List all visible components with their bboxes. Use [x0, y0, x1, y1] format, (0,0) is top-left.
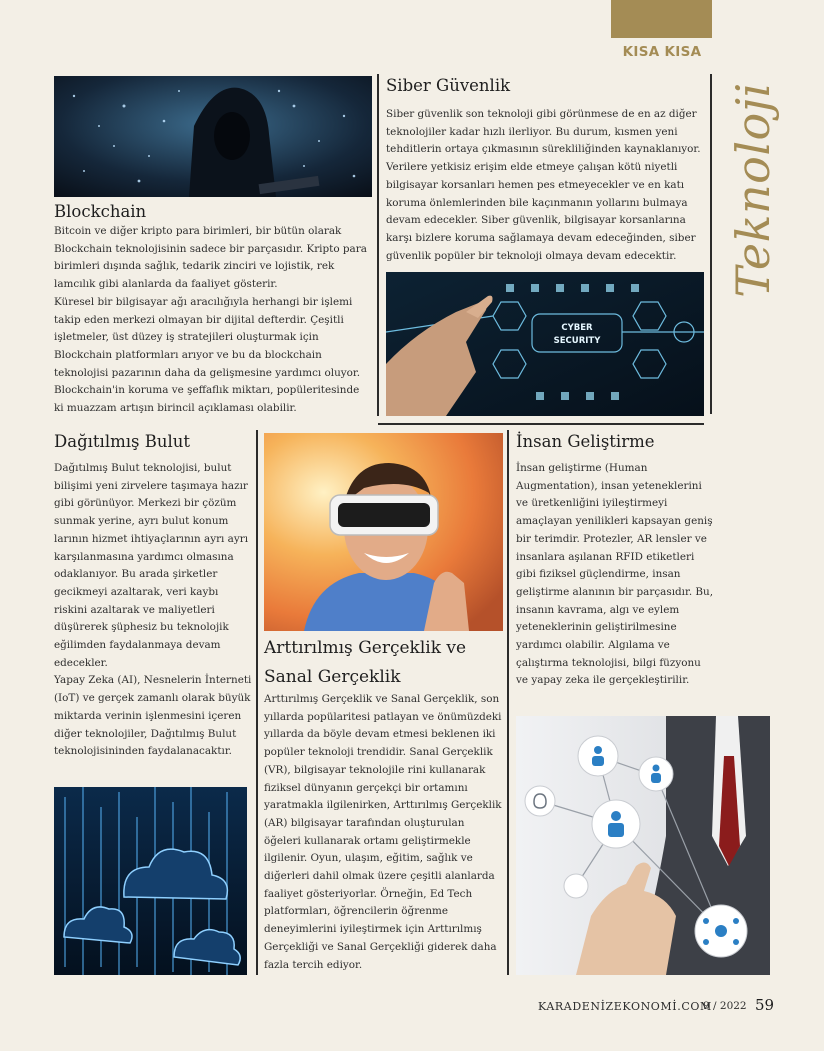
- human-augmentation-image: [516, 716, 770, 975]
- column-divider-top: [377, 74, 379, 416]
- blockchain-title: Blockchain: [54, 202, 147, 221]
- blockchain-image: [54, 76, 372, 197]
- human-title: İnsan Geliştirme: [516, 432, 655, 451]
- cyber-title: Siber Güvenlik: [386, 76, 511, 95]
- human-body: [516, 460, 714, 690]
- section-color-block: [611, 0, 712, 38]
- cyber-body: [386, 106, 706, 265]
- column-divider-left: [256, 430, 258, 975]
- human-paragraph: İnsan geliştirme (Human Augmentation), insan yeteneklerini ve üretkenliğini iyileştirmeyi amaçlayan yenilikleri kapsayan geniş bir terimdir. Protezler, AR lensler ve insanlara aşılanan RFID etiketleri gibi fiziksel güçlendirme, insan geliştirme alanının bir parçasıdır. Bu, insanın kavrama, algı ve eylem yeteneklerinin geliştirilmesine yardımcı olabilir. Algılama ve çalıştırma teknolojisi, bilgi füzyonu ve yapay zeka ile gerçekleştirilir.: [516, 462, 714, 687]
- cloud-image: [54, 787, 247, 975]
- cloud-body: [54, 460, 252, 761]
- ar-paragraph: Arttırılmış Gerçeklik ve Sanal Gerçeklik, son yıllarda popülaritesi patlayan ve önümüzdeki yıllarda da böyle devam etmesi beklenen iki popüler teknoloji trendidir. Sanal Gerçeklik (VR), bilgisayar teknolojile rini kullanarak fiziksel dünyanın gerçekçi bir ortamını yaratmakla ilgilenirken, Arttırılmış Gerçeklik (AR) bilgisayar tarafından oluşturulan öğeleri kullanarak ortamı geliştirmekle ilgilenir. Oyun, ulaşım, eğitim, sağlık ve diğerleri dahil olmak üzere çeşitli alanlarda faaliyet gösteriyorlar. Örneğin, Ed Tech platformları, öğrencilerin öğrenme deneyimlerini iyileştirmek için Arttırılmış Gerçekliği ve Sanal Gerçekliği giderek daha fazla tercih ediyor.: [264, 693, 502, 971]
- vertical-section-title: [718, 70, 788, 310]
- cloud-paragraph: Dağıtılmış Bulut teknolojisi, bulut bilişimi yeni zirvelere taşımaya hazır gibi görünüyor. Merkezi bir çözüm sunmak yerine, ayrı bulut konum larının hizmet ihtiyaçlarının ayrı ayrı karşılanmasına yardımcı olmasına odaklanıyor. Bu arada şirketler gecikmeyi azaltarak, veri kaybı riskini azaltarak ve maliyetleri düşürerek şüphesiz bu teknolojik eğilimden faydalanmaya devam edecekler.: [54, 462, 249, 669]
- ar-body: [264, 691, 504, 974]
- column-divider-right: [507, 430, 509, 975]
- vr-headset-image: [264, 433, 503, 631]
- cloud-paragraph: Yapay Zeka (AI), Nesnelerin İnterneti (IoT) ve gerçek zamanlı olarak büyük miktarda verinin işlenmesini içeren diğer teknolojiler, Dağıtılmış Bulut teknolojisininden faydalanacaktır.: [54, 674, 252, 758]
- blockchain-body: [54, 223, 372, 418]
- footer-site: KARADENİZEKONOMİ.COM: [538, 1000, 712, 1013]
- page-number: 59: [755, 996, 775, 1014]
- vertical-title-text: Teknoloji: [726, 82, 780, 298]
- section-label: KISA KISA: [622, 44, 702, 60]
- blockchain-paragraph: Bitcoin ve diğer kripto para birimleri, bir bütün olarak Blockchain teknolojisinin sadece bir parçasıdır. Kripto para birimleri dışında sağlık, tedarik zinciri ve lojistik, rek lamcılık gibi alanlarda da faaliyet gösterir.: [54, 225, 367, 291]
- cyber-image-label-line2: SECURITY: [553, 336, 601, 346]
- footer-date: 9 / 2022: [703, 1000, 747, 1012]
- cyber-paragraph: Siber güvenlik son teknoloji gibi görünmese de en az diğer teknolojiler kadar hızlı ilerliyor. Bu durum, kısmen yeni tehditlerin ortaya çıkmasının sürekliliğinden kaynaklanıyor. Verilere yetkisiz erişim elde etmeye çalışan kötü niyetli bilgisayar korsanları hemen pes etmeyecekler ve en katı koruma önlemlerinden bile kaçınmanın yollarını bulmaya devam edecekler. Siber güvenlik, bilgisayar korsanlarına karşı bizlere koruma sağlamaya devam edeceğinden, siber güvenlik popüler bir teknoloji olmaya devam edecektir.: [386, 108, 701, 262]
- cyber-security-image: [386, 272, 704, 416]
- right-divider: [710, 74, 712, 414]
- blockchain-paragraph: Küresel bir bilgisayar ağı aracılığıyla herhangi bir işlemi takip eden merkezi olmayan bir dijital defterdir. Çeşitli işletmeler, üst düzey iş stratejileri oluşturmak için Blockchain platformları arıyor ve bu da blockchain teknolojisi pazarının daha da gelişmesine yardımcı oluyor. Blockchain'in koruma ve şeffaflık miktarı, popüleritesinde ki muazzam artışın birincil açıklaması olabilir.: [54, 295, 361, 415]
- cyber-image-label-line1: CYBER: [561, 323, 593, 333]
- ar-title: Arttırılmış Gerçeklik ve Sanal Gerçeklik: [264, 638, 467, 687]
- horizontal-divider: [378, 423, 704, 425]
- cloud-title: Dağıtılmış Bulut: [54, 432, 191, 451]
